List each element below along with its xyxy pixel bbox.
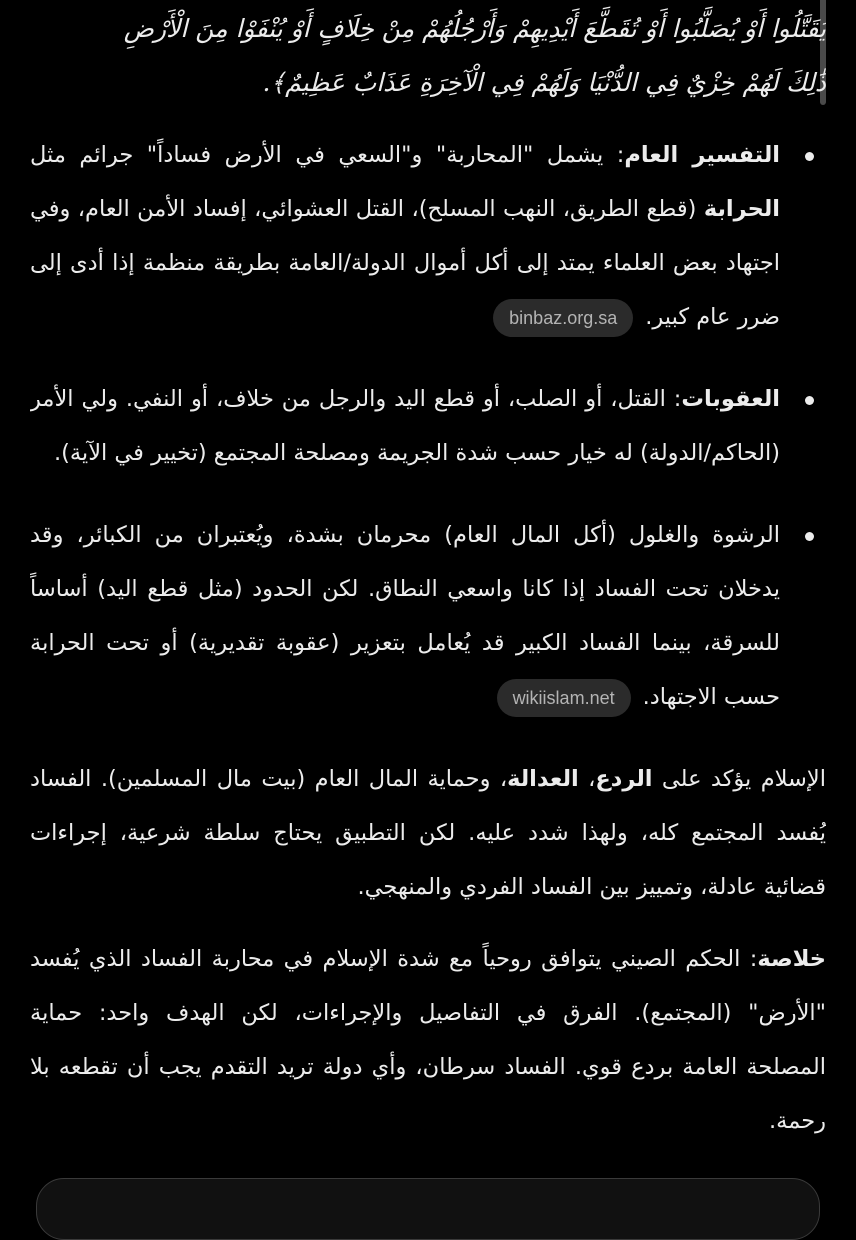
paragraph-conclusion [30,932,826,1148]
list-item [30,128,826,344]
chat-response [30,0,826,1200]
para-text: الإسلام يؤكد على [652,766,826,792]
citation-chip[interactable]: wikiislam.net [497,679,631,717]
item-title: التفسير العام [624,142,780,168]
quran-quote [30,0,826,110]
item-text: : يشمل "المحاربة" و"السعي في الأرض فساداً" جرائم مثل [30,142,625,168]
bullet-dot [805,396,814,405]
item-text: (قطع الطريق، النهب المسلح)، القتل العشوائي، إفساد الأمن العام، وفي اجتهاد بعض العلماء يمتد إلى أكل أموال الدولة/العامة بطريقة منظمة إذا أدى إلى ضرر عام كبير. [30,196,780,330]
para-text: : الحكم الصيني يتوافق روحياً مع شدة الإسلام في محاربة الفساد الذي يُفسد "الأرض" (المجتمع). الفرق في التفاصيل والإجراءات، لكن الهدف واحد: حماية المصلحة العامة بردع قوي. الفساد سرطان، وأي دولة تريد التقدم يجب أن تقطعه بلا رحمة. [30,946,826,1134]
bullet-list [30,128,826,724]
conclusion-label: خلاصة [757,946,826,972]
item-text: الرشوة والغلول (أكل المال العام) محرمان بشدة، ويُعتبران من الكبائر، وقد يدخلان تحت الفساد إذا كانا واسعي النطاق. لكن الحدود (مثل قطع اليد) أساساً للسرقة، بينما الفساد الكبير قد يُعامل بتعزير (عقوبة تقديرية) أو تحت الحرابة حسب الاجتهاد. [30,522,780,710]
citation-chip[interactable]: binbaz.org.sa [493,299,633,337]
quote-line-2: ذَٰلِكَ لَهُمْ خِزْيٌ فِي الدُّنْيَا وَلَهُمْ فِي الْآخِرَةِ عَذَابٌ عَظِيمٌ﴾. [262,68,826,97]
quote-line-1: يُقَتَّلُوا أَوْ يُصَلَّبُوا أَوْ تُقَطَّعَ أَيْدِيهِمْ وَأَرْجُلُهُمْ مِنْ خِلَافٍ أَوْ يُنْفَوْا مِنَ الْأَرْضِ [123,14,826,43]
para-bold: الردع [595,766,653,792]
bullet-dot [805,532,814,541]
item-bold-term: الحرابة [703,196,780,222]
list-item [30,508,826,724]
para-bold: العدالة [507,766,579,792]
list-item [30,372,826,480]
para-text: ، [578,766,596,792]
para-text: ، وحماية المال العام (بيت مال المسلمين). الفساد يُفسد المجتمع كله، ولهذا شدد عليه. لكن التطبيق يحتاج سلطة شرعية، إجراءات قضائية عادلة، وتمييز بين الفساد الفردي والمنهجي. [30,766,826,900]
message-composer[interactable] [36,1178,820,1240]
paragraph-summary [30,752,826,914]
bullet-dot [805,152,814,161]
item-text: : القتل، أو الصلب، أو قطع اليد والرجل من خلاف، أو النفي. ولي الأمر (الحاكم/الدولة) له خيار حسب شدة الجريمة ومصلحة المجتمع (تخيير في الآية). [30,386,780,466]
item-title: العقوبات [681,386,780,412]
